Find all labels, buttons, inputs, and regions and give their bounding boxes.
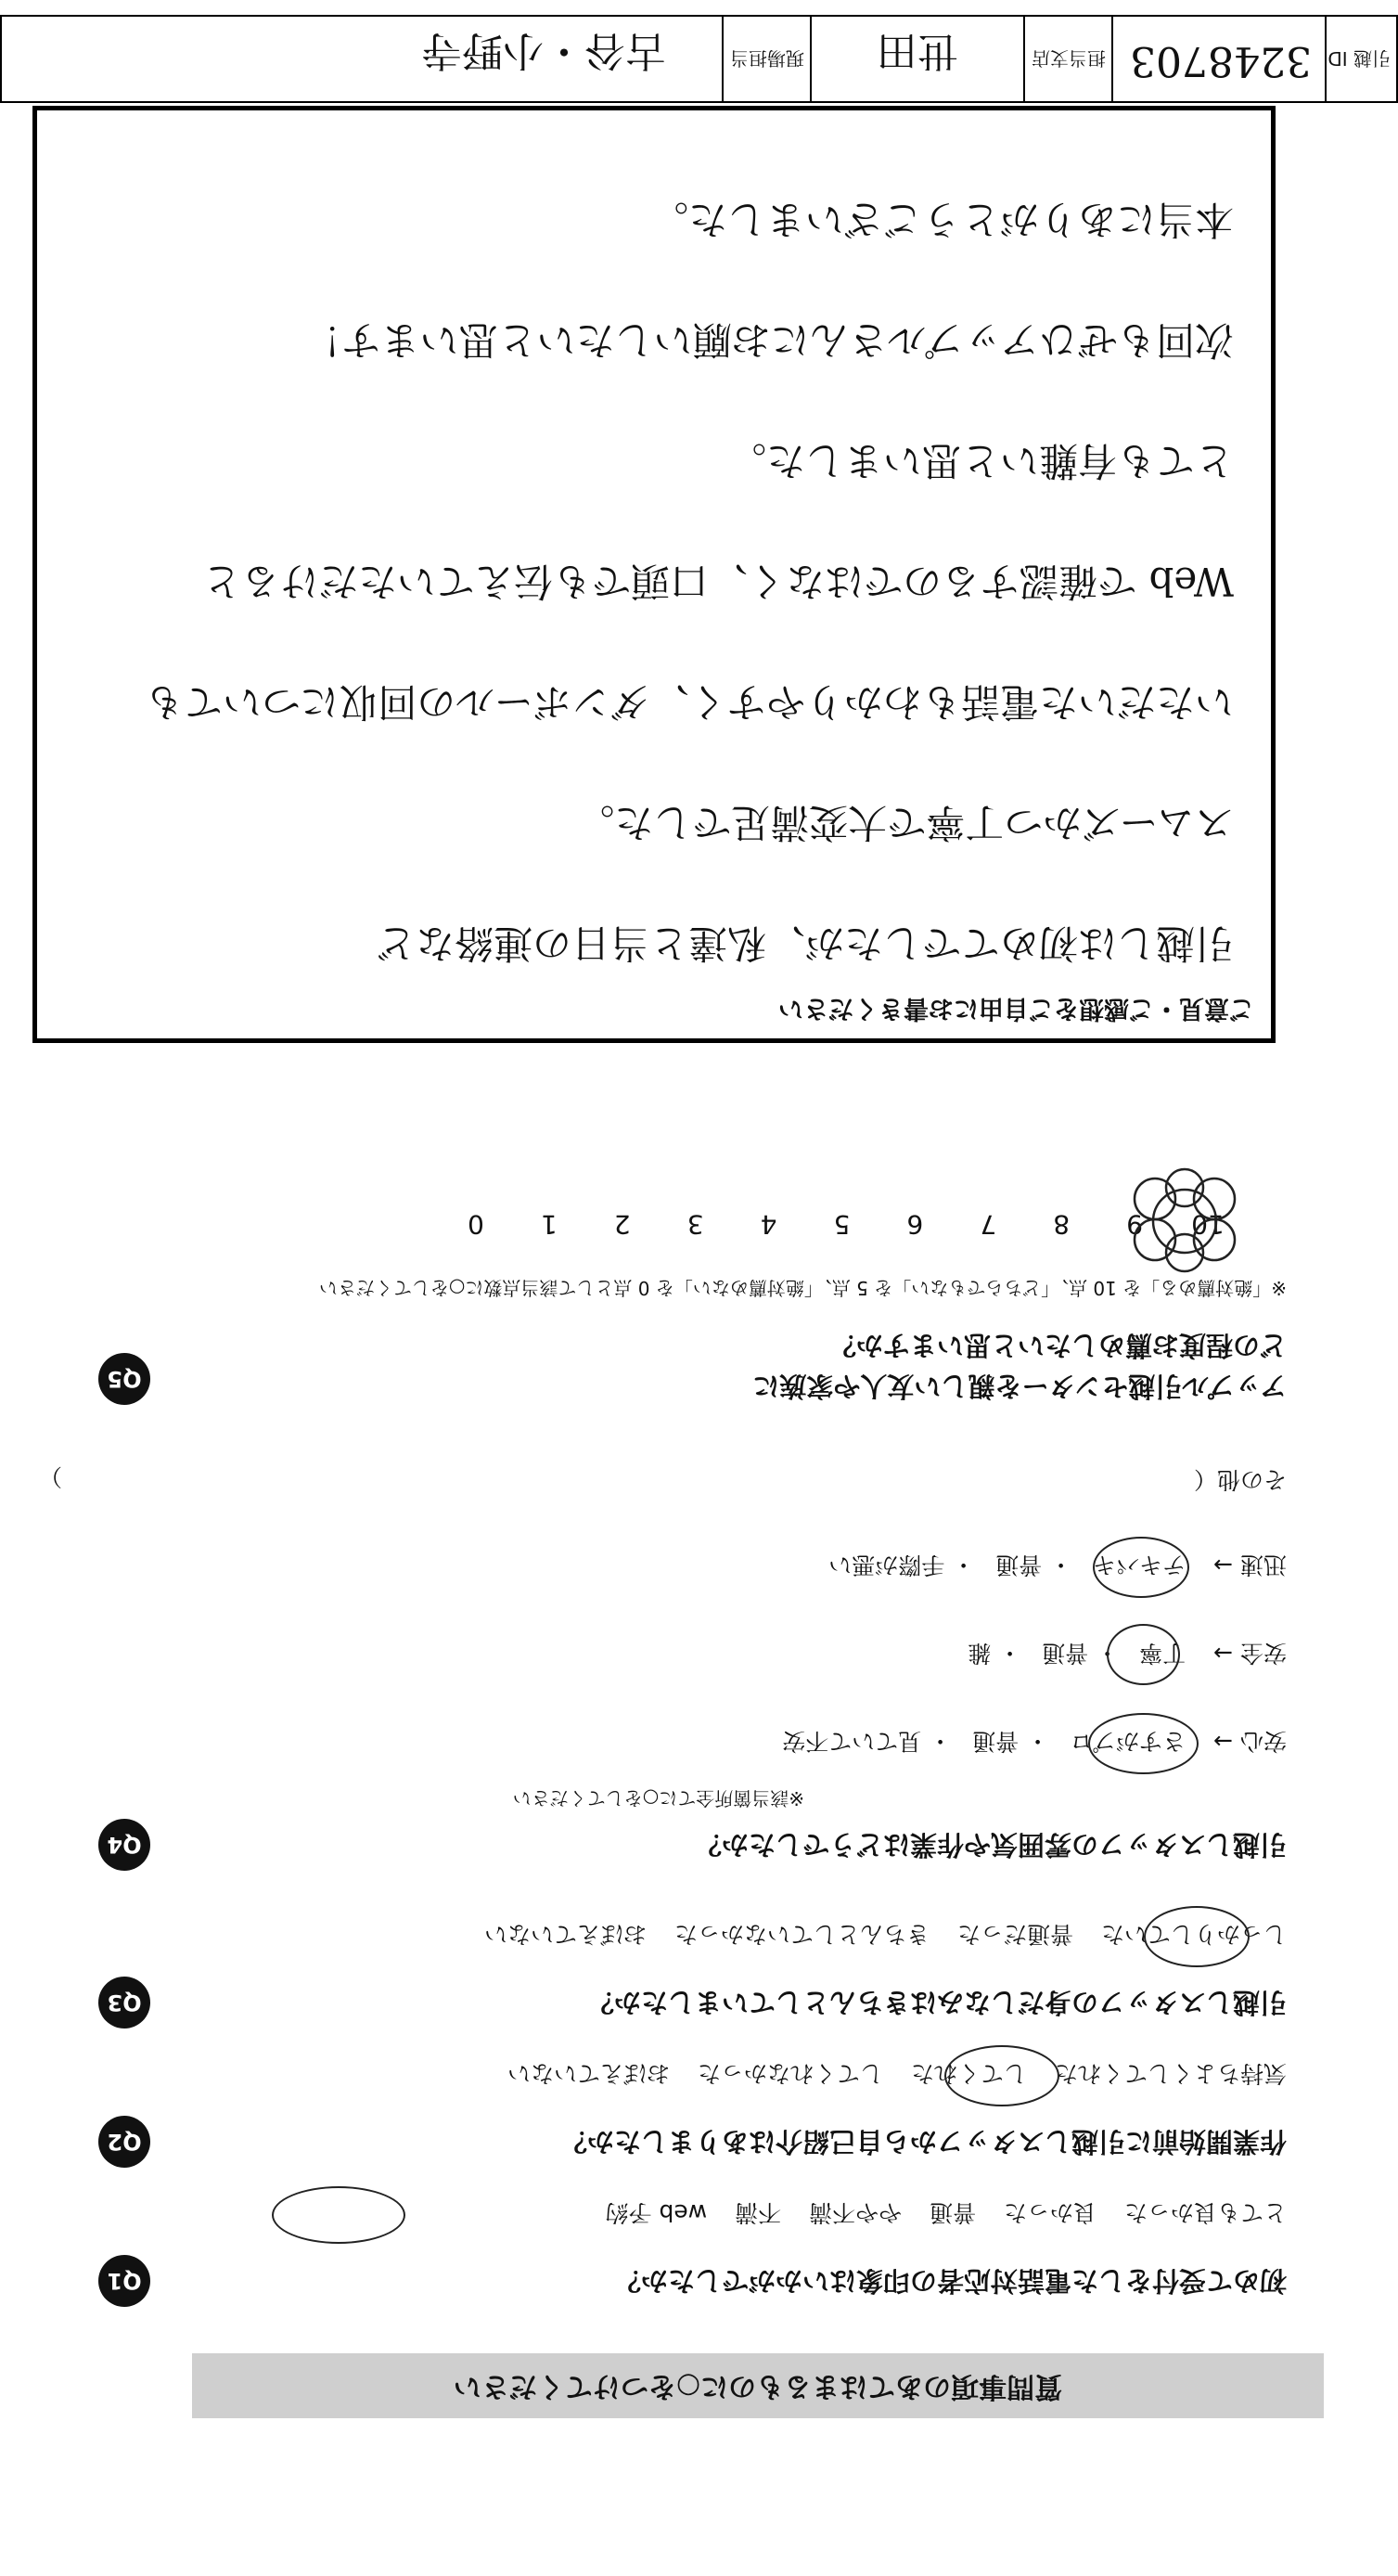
- comment-line: Web で確認するのではなく、口頭でも伝えていただけると: [202, 559, 1234, 604]
- id-value: 3248703: [1130, 37, 1312, 84]
- q4-jinsoku-circle: [1093, 1537, 1189, 1598]
- q2-option-selected[interactable]: してくれた: [911, 2060, 1028, 2087]
- q3-selection-circle: [1144, 1906, 1250, 1967]
- q5-badge: Q5: [98, 1353, 150, 1405]
- branch-value-cell: [812, 17, 1025, 101]
- q4-anzen-circle: [1107, 1624, 1180, 1685]
- q4-row-label: 安心 →: [1213, 1728, 1287, 1755]
- q4-other: [1174, 1464, 1287, 1498]
- q1-option[interactable]: 良かった: [1004, 2199, 1097, 2226]
- q5-score[interactable]: 4: [760, 1209, 777, 1240]
- q1-option[interactable]: 普通: [930, 2199, 977, 2226]
- q4-row-label: 安全 →: [1213, 1640, 1287, 1667]
- q4-option[interactable]: 手際が悪い: [828, 1552, 945, 1578]
- q4-anshin-circle: [1088, 1713, 1199, 1774]
- supervisor-label: 現場担当: [730, 47, 804, 70]
- q5-score[interactable]: 3: [686, 1209, 704, 1240]
- q5-flower-circle: [1110, 1166, 1259, 1277]
- q5-question-line2: どの程度お薦めしたいと思いますか？: [828, 1330, 1287, 1361]
- q4-note: ※該当箇所全てに○をしてください: [512, 1787, 804, 1810]
- supervisor-value: 古谷・小野寺: [421, 27, 666, 74]
- q4-option[interactable]: 見ていて不安: [782, 1728, 922, 1755]
- q5-score[interactable]: 0: [468, 1209, 484, 1240]
- q4-badge: Q4: [98, 1819, 150, 1871]
- comment-line: 引越しは初めてでしたが、私達と当日の連絡など: [376, 921, 1234, 966]
- q5-score[interactable]: 5: [833, 1209, 851, 1240]
- q5-question-line1: アップル引越センターを親しい友人や家族に: [752, 1371, 1287, 1402]
- supervisor-value-cell: [2, 17, 724, 101]
- q2-selection-circle: [944, 2045, 1059, 2106]
- footer-table: [0, 15, 1398, 103]
- comment-label: ご意見・ご感想をご自由にお書きください: [778, 994, 1254, 1023]
- comment-box: [32, 106, 1276, 1043]
- branch-label-cell: [1025, 17, 1113, 101]
- q4-option-selected[interactable]: 丁寧: [1139, 1640, 1186, 1667]
- comment-line: 本当にありがとうございました。: [648, 197, 1234, 242]
- id-label-cell: [1327, 17, 1396, 101]
- q4-other-close: ）: [38, 1463, 62, 1490]
- q2-options: [487, 2058, 1287, 2092]
- supervisor-label-cell: [724, 17, 812, 101]
- q3-badge: Q3: [98, 1977, 150, 2029]
- q3-option[interactable]: きちんとしていなかった: [674, 1921, 930, 1948]
- q1-options: [585, 2197, 1288, 2231]
- q1-option[interactable]: 不満: [735, 2199, 782, 2226]
- q5-scale: [34, 1209, 1240, 1240]
- q5-score[interactable]: 9: [1126, 1209, 1144, 1240]
- q5-score-selected[interactable]: 10: [1191, 1209, 1225, 1240]
- q1-option[interactable]: とても良かった: [1123, 2199, 1287, 2226]
- q3-option-selected[interactable]: しっかりしていた: [1100, 1921, 1287, 1948]
- q4-option[interactable]: 普通: [995, 1552, 1043, 1578]
- branch-value: 世田: [877, 27, 958, 74]
- q3-question: 引越しスタッフの身だしなみはきちんとしていましたか？: [586, 1987, 1287, 2018]
- q4-option-selected[interactable]: テキパキ: [1093, 1552, 1186, 1578]
- q4-option[interactable]: 普通: [972, 1728, 1020, 1755]
- instruction-banner: 質問事項のあてはまるものに○をつけてください: [192, 2353, 1324, 2418]
- q5-score[interactable]: 2: [613, 1209, 631, 1240]
- q4-row-jinsoku: 迅速 → テキパキ・ 普通・ 手際が悪い: [828, 1552, 1287, 1578]
- q2-option[interactable]: してくれなかった: [698, 2060, 884, 2087]
- q4-option-selected[interactable]: さすがプロ: [1070, 1728, 1186, 1755]
- branch-label: 担当支店: [1032, 47, 1106, 70]
- q2-badge: Q2: [98, 2116, 150, 2168]
- q1-option-selected[interactable]: web 予約: [605, 2199, 708, 2226]
- q2-option[interactable]: 気持ちよくしてくれた: [1054, 2060, 1287, 2087]
- q1-badge: Q1: [98, 2255, 150, 2307]
- q4-option[interactable]: 普通: [1042, 1640, 1089, 1667]
- q4-row-anzen: 安全 → 丁寧・ 普通・ 雑: [968, 1640, 1287, 1667]
- q1-selection-circle: [272, 2186, 405, 2244]
- q3-option[interactable]: おぼえていない: [484, 1921, 648, 1948]
- id-label: 引越 ID: [1327, 47, 1391, 70]
- q4-question: 引越しスタッフの雰囲気や作業はどうでしたか？: [694, 1829, 1287, 1861]
- q5-score[interactable]: 7: [980, 1209, 997, 1240]
- q5-score[interactable]: 1: [540, 1209, 558, 1240]
- q3-option[interactable]: 普通だった: [957, 1921, 1074, 1948]
- q5-score[interactable]: 8: [1053, 1209, 1071, 1240]
- q4-row-anshin: 安心 → さすがプロ・ 普通・ 見ていて不安: [782, 1728, 1287, 1755]
- q1-option[interactable]: やや不満: [809, 2199, 903, 2226]
- id-value-cell: [1113, 17, 1327, 101]
- comment-line: スムーズかつ丁寧で大変満足でした。: [575, 800, 1234, 845]
- q2-option[interactable]: おぼえていない: [507, 2060, 671, 2087]
- q4-row-label: 迅速 →: [1213, 1552, 1287, 1578]
- q4-option[interactable]: 雑: [968, 1640, 992, 1667]
- q1-question: 初めて受付をした電話対応者の印象はいかがでしたか？: [613, 2265, 1287, 2297]
- q5-note: ※「絶対薦める」を 10 点、「どちらでもない」を 5 点、「絶対薦めない」を 0 点として該当点数に○をしてください: [318, 1277, 1287, 1299]
- comment-line: いただいた電話もわかりやすく、ダンボールの回収についても: [145, 679, 1234, 725]
- comment-line: とても有難いと思いました。: [726, 438, 1234, 483]
- q2-question: 作業開始前に引越しスタッフから自己紹介はありましたか？: [559, 2126, 1287, 2157]
- comment-line: 次回もぜひアップルさんにお願いしたいと思います！: [302, 317, 1234, 363]
- q4-other-label: その他（: [1193, 1466, 1287, 1493]
- q5-score[interactable]: 6: [906, 1209, 924, 1240]
